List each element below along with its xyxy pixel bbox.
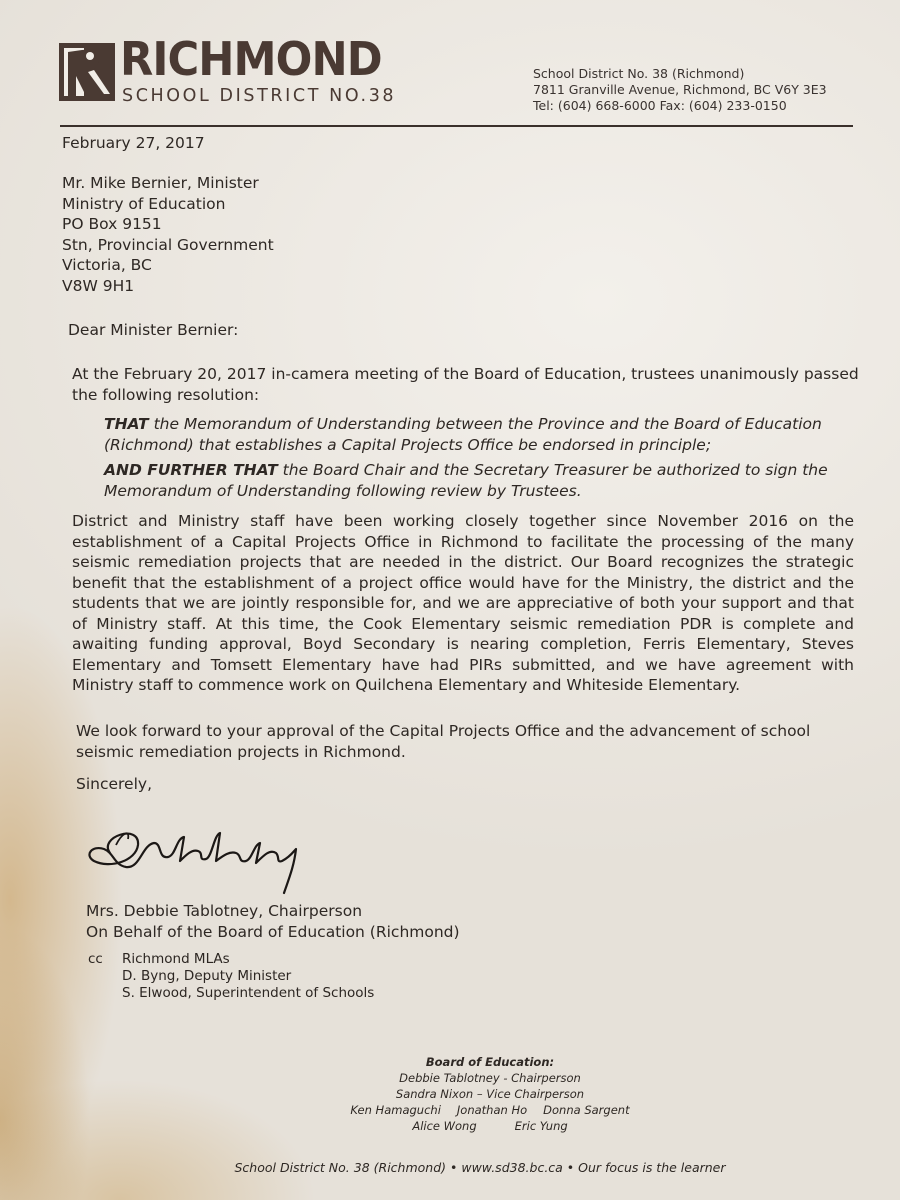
board-members (300, 1054, 680, 1134)
logo-title: RICHMOND (120, 32, 382, 86)
cc-recipient: D. Byng, Deputy Minister (122, 968, 292, 984)
page-footer: School District No. 38 (Richmond) • www.sd38.bc.ca • Our focus is the learner (234, 1160, 726, 1175)
board-member: Donna Sargent (543, 1103, 630, 1117)
logo-subtitle: SCHOOL DISTRICT NO.38 (122, 86, 397, 106)
board-row (300, 1070, 680, 1086)
header-divider (60, 125, 853, 127)
handwritten-signature (80, 815, 310, 900)
resolution-lead: THAT (104, 415, 149, 433)
closing-paragraph: We look forward to your approval of the Capital Projects Office and the advancement of school seismic remediation projects in Richmond. (76, 722, 811, 761)
address-line: 7811 Granville Avenue, Richmond, BC V6Y 3E3 (533, 82, 827, 97)
signer-block (86, 901, 460, 942)
address-line: Tel: (604) 668-6000 Fax: (604) 233-0150 (533, 98, 787, 113)
cc-recipient: Richmond MLAs (122, 951, 230, 967)
body-paragraph: District and Ministry staff have been working closely together since November 2016 on the establishment of a Capital Projects Office in Richmond to facilitate the processing of the many seismic remediation projects that are needed in the district. Our Board recognizes the strategic benefit that the establishment of a project office would have for the Ministry, the district and the students that we are jointly responsible for, and we are appreciative of both your support and that of Ministry staff. At this time, the Cook Elementary seismic remediation PDR is complete and awaiting funding approval, Boyd Secondary is nearing completion, Ferris Elementary, Steves Elementary and Tomsett Elementary have had PIRs submitted, and we have agreement with Ministry staff to commence work on Quilchena Elementary and Whiteside Elementary. (72, 512, 854, 694)
letter-date: February 27, 2017 (62, 134, 205, 152)
recipient-line: V8W 9H1 (62, 276, 135, 295)
board-member: Eric Yung (514, 1119, 568, 1133)
board-row (300, 1118, 680, 1134)
letterhead-address (533, 66, 827, 114)
salutation: Dear Minister Bernier: (68, 321, 239, 339)
recipient-line: PO Box 9151 (62, 215, 162, 233)
board-member: Ken Hamaguchi (350, 1103, 441, 1117)
resolution-lead: AND FURTHER THAT (104, 461, 278, 479)
board-row (300, 1086, 680, 1102)
board-member: Jonathan Ho (456, 1103, 528, 1117)
resolution-text: the Board Chair and the Secretary Treasurer be authorized to sign the Memorandum of Understanding following review by Trustees. (104, 461, 828, 500)
recipient-line: Mr. Mike Bernier, Minister (62, 174, 259, 192)
resolution-1 (104, 414, 874, 455)
signer-role: On Behalf of the Board of Education (Richmond) (86, 922, 460, 941)
district-logo-icon (58, 42, 116, 102)
board-title: Board of Education: (425, 1055, 555, 1069)
board-member: Sandra Nixon – Vice Chairperson (395, 1087, 585, 1101)
address-line: School District No. 38 (Richmond) (533, 66, 745, 81)
cc-list (122, 951, 374, 1002)
resolution-2 (104, 460, 874, 501)
recipient-line: Victoria, BC (62, 256, 152, 274)
recipient-line: Stn, Provincial Government (62, 235, 274, 254)
sign-off: Sincerely, (76, 775, 153, 793)
board-row (300, 1102, 680, 1118)
board-member: Debbie Tablotney - Chairperson (399, 1071, 581, 1085)
resolution-text: the Memorandum of Understanding between the Province and the Board of Education (Richmond) that establishes a Capital Projects Office be endorsed in principle; (104, 415, 822, 454)
cc-recipient: S. Elwood, Superintendent of Schools (122, 985, 375, 1001)
intro-paragraph: At the February 20, 2017 in-camera meeting of the Board of Education, trustees unanimously passed the following resolution: (72, 365, 859, 404)
recipient-line: Ministry of Education (62, 194, 226, 213)
recipient-address (62, 173, 274, 296)
signer-name: Mrs. Debbie Tablotney, Chairperson (86, 902, 363, 920)
board-member: Alice Wong (412, 1119, 477, 1133)
cc-label: cc (88, 951, 103, 967)
